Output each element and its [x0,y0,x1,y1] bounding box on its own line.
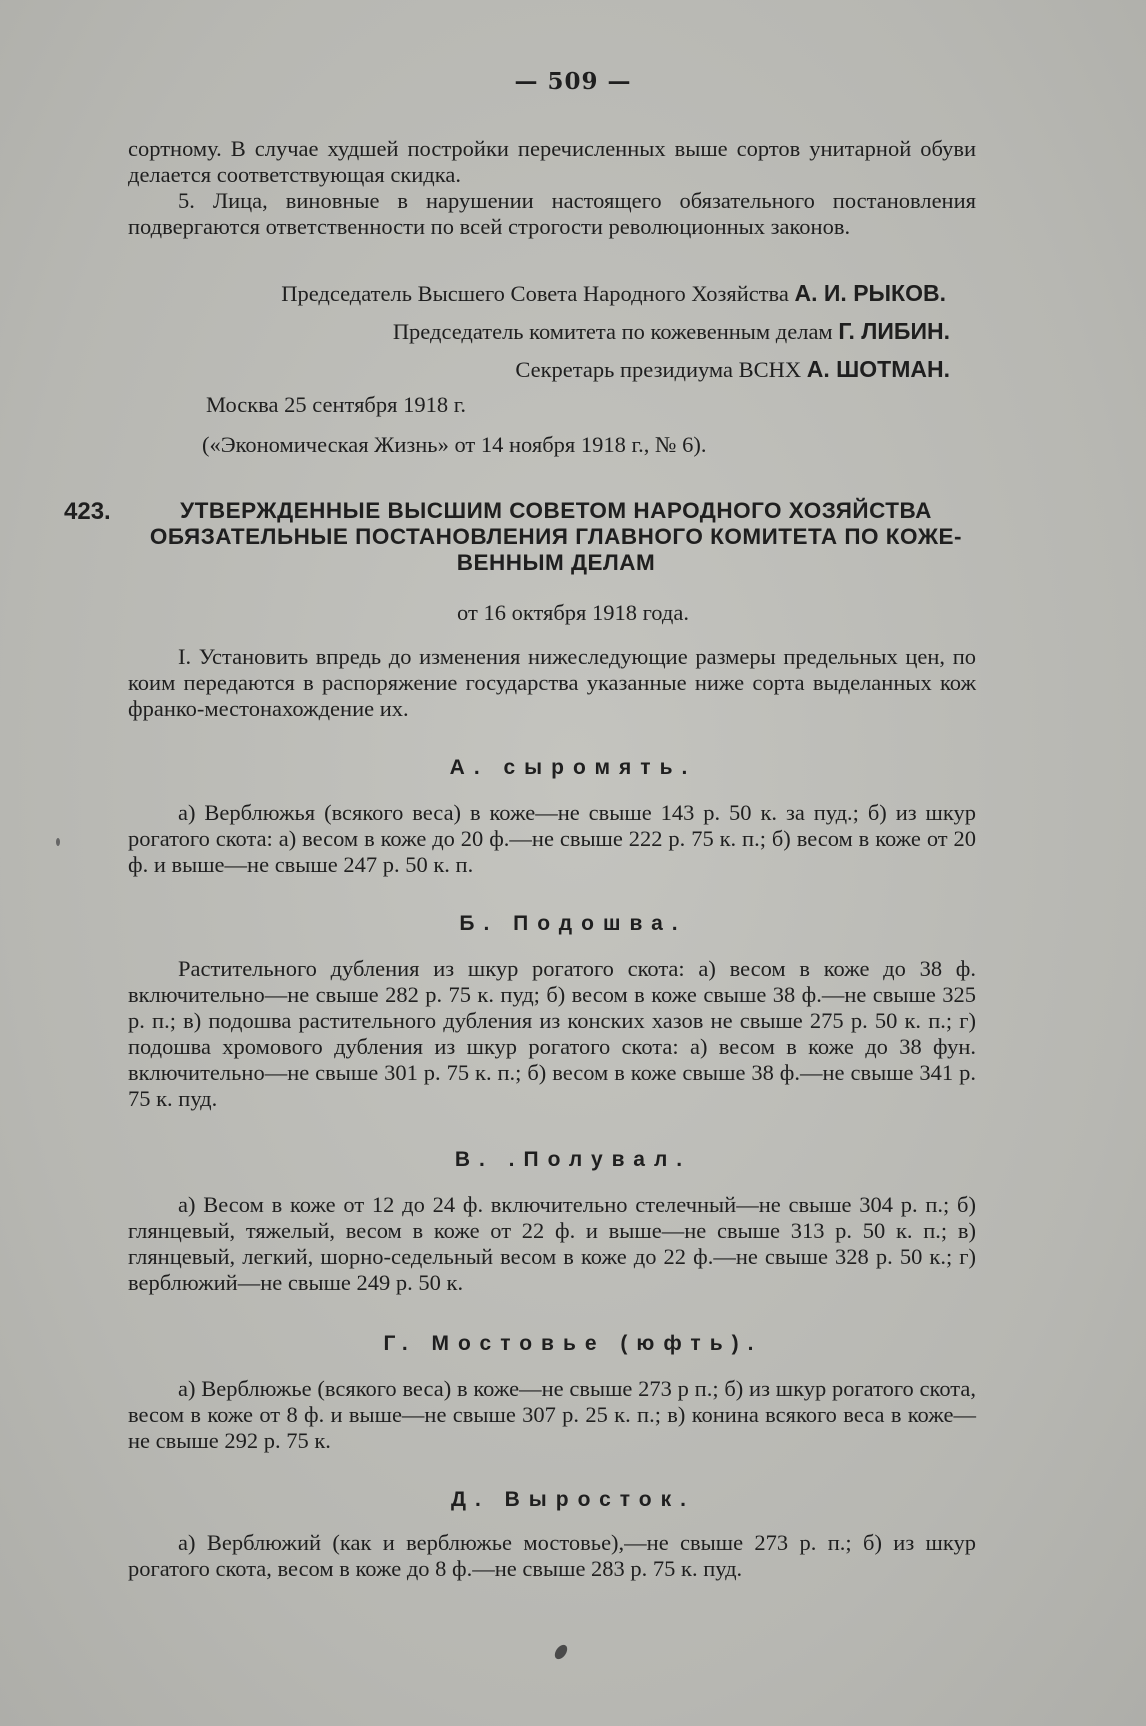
document-date: от 16 октября 1918 года. [457,600,689,625]
section-text: а) Верблюжье (всякого веса) в коже—не свыше 273 р п.; б) из шкур рогатого скота, весом в коже от 8 ф. и выше—не свыше 307 р. 25 к. п.; в) конина всякого веса в коже—не свыше 292 р. 75 к. [128,1376,976,1453]
section-heading: В. .Полувал. [454,1148,692,1171]
section-text: а) Верблюжья (всякого веса) в коже—не свыше 143 р. 50 к. за пуд.; б) из шкур рогатого скота: а) весом в коже до 20 ф.—не свыше 222 р. 75 к. п.; б) весом в коже от 20 ф. и выше—не свыше 247 р. 50 к. п. [128,800,976,877]
section-text: а) Верблюжий (как и верблюжье мостовье),—не свыше 273 р. п.; б) из шкур рогатого скота, весом в коже до 8 ф.—не свыше 283 р. 75 к. пуд. [128,1530,976,1581]
signature-rykov [281,280,946,307]
intro-paragraph: сортному. В случае худшей постройки перечисленных выше сортов унитарной обуви делается соответствующая скидка. [128,136,976,187]
title-line: УТВЕРЖДЕННЫЕ ВЫСШИМ СОВЕТОМ НАРОДНОГО ХОЗЯЙСТВА [180,498,932,523]
penalty-paragraph: 5. Лица, виновные в нарушении настоящего обязательного постановления подвергаются ответственности по всей строгости революционных законов. [128,188,976,239]
section-heading: Б. Подошва. [459,912,687,935]
section-heading: Г. Мостовье (юфть). [383,1332,763,1355]
signature-role: Секретарь президиума ВСНХ [515,357,802,382]
source-citation: («Экономическая Жизнь» от 14 ноября 1918 г., № 6). [202,432,707,457]
section-heading: А. сыромять. [449,756,697,779]
price-paragraph: I. Установить впредь до изменения нижеследующие размеры предельных цен, по коим передаются в распоряжение государства указанные ниже сорта выделанных кож франко-местонахождение их. [128,644,976,721]
signature-libin [393,318,950,345]
signature-role: Председатель комитета по кожевенным делам [392,319,833,344]
document-title [136,498,976,576]
signature-name: А. И. РЫКОВ. [794,280,946,306]
page-number: — 509 — [514,68,632,95]
signature-role: Председатель Высшего Совета Народного Хозяйства [281,281,789,306]
signature-name: Г. ЛИБИН. [838,318,950,344]
ink-spot [552,1643,569,1662]
title-line: ВЕННЫМ ДЕЛАМ [456,550,656,575]
section-heading: Д. Выросток. [451,1488,695,1511]
signature-name: А. ШОТМАН. [806,356,950,382]
title-line: ОБЯЗАТЕЛЬНЫЕ ПОСТАНОВЛЕНИЯ ГЛАВНОГО КОМИТЕТА ПО КОЖЕ- [149,524,963,549]
signature-shotman [515,356,950,383]
section-text: а) Весом в коже от 12 до 24 ф. включительно стелечный—не свыше 304 р. п.; б) глянцевый, тяжелый, весом в коже от 22 ф. и выше—не свыше 313 р. 50 к. п.; в) глянцевый, легкий, шорно-седельный весом в коже до 22 ф.—не свыше 328 р. 50 к.; г) верблюжий—не свыше 249 р. 50 к. [128,1192,976,1295]
ink-spot [56,838,60,846]
section-text: Растительного дубления из шкур рогатого скота: а) весом в коже до 38 ф. включительно—не свыше 282 р. 75 к. пуд; б) весом в коже свыше 38 ф.—не свыше 325 р. п.; в) подошва растительного дубления из конских хазов не свыше 275 р. 50 к. п.; г) подошва хромового дубления из шкур рогатого скота: а) весом в коже до 38 фун. включительно—не свыше 301 р. 75 к. п.; б) весом в коже свыше 38 ф.—не свыше 341 р. 75 к. пуд. [128,956,976,1111]
document-number: 423. [64,498,111,525]
place-date: Москва 25 сентября 1918 г. [206,392,467,417]
